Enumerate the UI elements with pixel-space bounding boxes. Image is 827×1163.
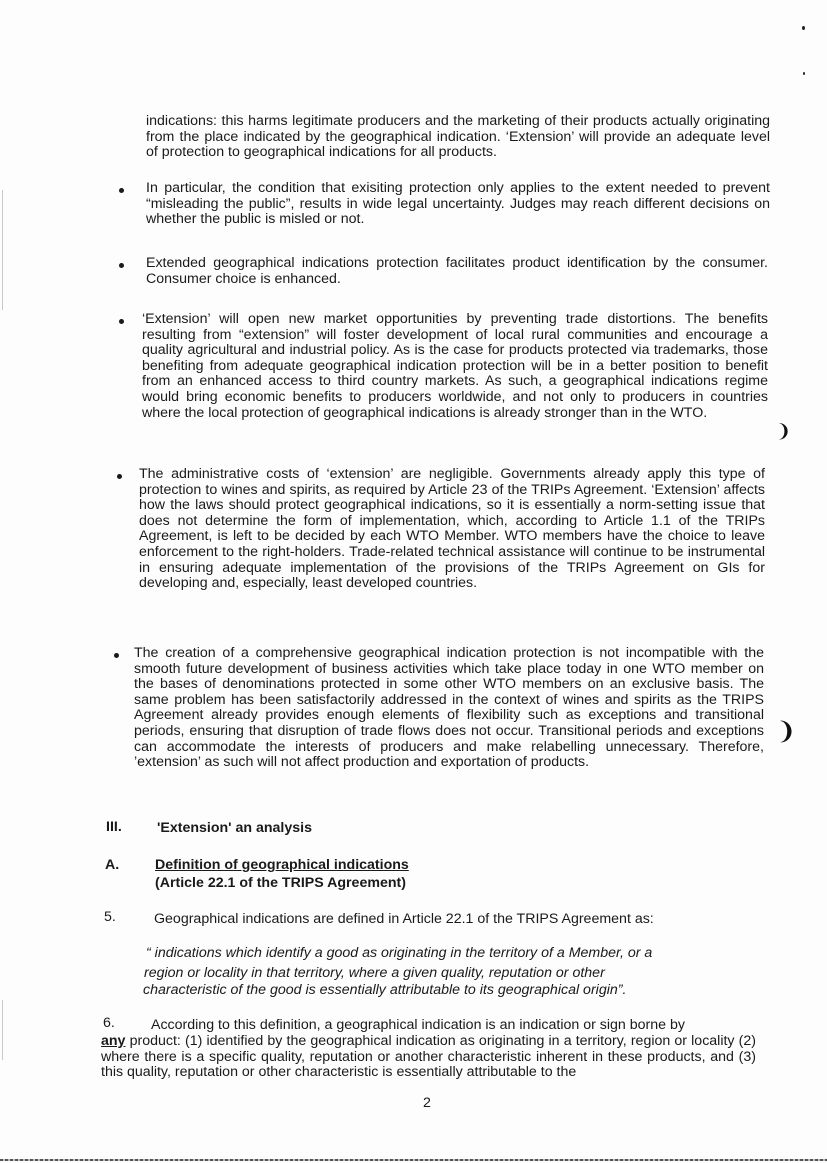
subsection-letter: A. — [105, 857, 120, 873]
punch-hole-mark: ❩ — [776, 718, 797, 745]
scan-edge-line — [2, 1000, 3, 1060]
paragraph-5-text: Geographical indications are defined in Article 22.1 of the TRIPS Agreement as: — [154, 911, 654, 927]
paragraph-number: 5. — [104, 909, 116, 925]
definition-quote-line: characteristic of the good is essentially attributable to its geographical origin”. — [143, 982, 627, 998]
scan-speck — [802, 26, 805, 30]
bullet-marker — [119, 319, 124, 324]
page-number: 2 — [423, 1095, 431, 1111]
section-number: III. — [106, 819, 122, 835]
punch-hole-mark: ❩ — [776, 421, 792, 441]
bullet-paragraph-legal-uncertainty: In particular, the condition that exisiting protection only applies to the extent needed to prevent “misleading the public”, results in wide legal uncertainty. Judges may reach different decisions on whether the public is misled or not. — [146, 180, 770, 228]
paragraph-6-body — [101, 1034, 756, 1081]
paragraph-6-rest: product: (1) identified by the geographical indication as originating in a territory, region or locality (2) where there is a specific quality, reputation or another characteristic inherent in these products, and (3) this quality, reputation or other characteristic is essentially attributable to the — [101, 1033, 756, 1081]
scan-speck — [803, 72, 805, 75]
bullet-paragraph-administrative-costs: The administrative costs of ‘extension’ are negligible. Governments already apply this type of protection to wines and spirits, as required by Article 23 of the TRIPs Agreement. ‘Extension’ affects how the laws should protect geographical indications, so it is essentially a norm-setting issue that does not determine the form of implementation, which, according to Article 1.1 of the TRIPs Agreement, is left to be decided by each WTO Member. WTO members have the choice to leave enforcement to the right-holders. Trade-related technical assistance will continue to be instrumental in ensuring adequate implementation of the provisions of the TRIPs Agreement on GIs for developing and, especially, least developed countries. — [139, 466, 765, 592]
bullet-marker — [117, 474, 122, 479]
definition-quote-line: region or locality in that territory, where a given quality, reputation or other — [144, 965, 605, 981]
paragraph-number: 6. — [103, 1015, 115, 1031]
section-title: 'Extension' an analysis — [157, 820, 312, 836]
bullet-paragraph-consumer-choice: Extended geographical indications protection facilitates product identification by the consumer. Consumer choice is enhanced. — [146, 255, 768, 287]
bullet-marker — [114, 653, 119, 658]
intro-continuation-paragraph: indications: this harms legitimate producers and the marketing of their products actually originating from the place indicated by the geographical indication. ‘Extension’ will provide an adequate level of protection to geographical indications for all products. — [146, 113, 770, 161]
bullet-marker — [119, 263, 124, 268]
definition-quote-line: “ indications which identify a good as originating in the territory of a Member, or a — [146, 945, 653, 961]
bullet-paragraph-business-activities: The creation of a comprehensive geographical indication protection is not incompatible with the smooth future development of business activities which take place today in one WTO member on the bases of denominations protected in some other WTO members on an exclusive basis. The same problem has been satisfactorily addressed in the context of wines and spirits as the TRIPS Agreement already provides enough elements of flexibility such as exceptions and transitional periods, ensuring that disruption of trade flows does not occur. Transitional periods and exceptions can accommodate the interests of producers and make relabelling unnecessary. Therefore, ’extension’ as such will not affect production and exportation of products. — [134, 645, 764, 771]
scan-bottom-edge — [0, 1159, 827, 1161]
paragraph-6-first-line: According to this definition, a geographical indication is an indication or sign borne by — [151, 1017, 685, 1033]
emphasis-any: any — [101, 1033, 126, 1049]
bullet-marker — [119, 188, 124, 193]
subsection-title: Definition of geographical indications — [155, 857, 409, 873]
scan-edge-line — [2, 190, 3, 310]
bullet-paragraph-market-opportunities: ‘Extension’ will open new market opportunities by preventing trade distortions. The benefits resulting from “extension” will foster development of local rural communities and encourage a quality agricultural and industrial policy. As is the case for products protected via trademarks, those benefiting from adequate geographical indication protection will be in a better position to benefit from an enhanced access to third country markets. As such, a geographical indications regime would bring economic benefits to producers worldwide, and not only to producers in countries where the local protection of geographical indications is already stronger than in the WTO. — [142, 311, 768, 421]
subsection-subtitle: (Article 22.1 of the TRIPS Agreement) — [155, 875, 406, 891]
